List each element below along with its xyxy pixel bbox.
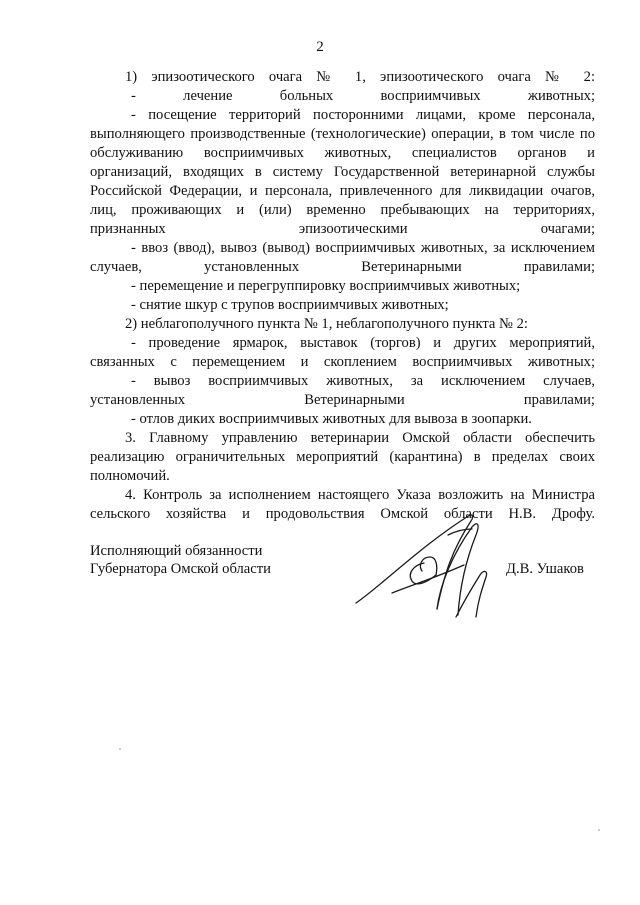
paragraph: 4. Контроль за исполнением настоящего Указа возложить на Министра сельского хозяйства и продовольствия Омской области Н.В. Дрофу. — [90, 487, 595, 522]
paragraph: - перемещение и перегруппировку восприимчивых животных; — [131, 278, 521, 294]
paragraph: 1) эпизоотического очага № 1, эпизоотического очага № 2: — [125, 69, 595, 85]
paragraph: - ввоз (ввод), вывоз (вывод) восприимчивых животных, за исключением случаев, установленных Ветеринарными правилами; — [90, 240, 595, 275]
signatory-name: Д.В. Ушаков — [506, 561, 584, 577]
paragraph: 2) неблагополучного пункта № 1, неблагополучного пункта № 2: — [125, 316, 528, 332]
body-text — [90, 68, 595, 524]
paragraph: - отлов диких восприимчивых животных для вывоза в зоопарки. — [131, 411, 532, 427]
handwritten-signature — [352, 505, 502, 625]
paragraph: - лечение больных восприимчивых животных; — [131, 88, 595, 104]
signatory-position-line: Губернатора Омской области — [90, 561, 271, 577]
paragraph: - проведение ярмарок, выставок (торгов) и других мероприятий, связанных с перемещением и скоплением восприимчивых животных; — [90, 335, 595, 370]
scan-speck — [119, 748, 121, 750]
signatory-position — [90, 542, 271, 578]
paragraph: - посещение территорий посторонними лицами, кроме персонала, выполняющего производственные (технологические) операции, в том числе по обслуживанию восприимчивых животных, специалистов органов и организаций, входящих в систему Государственной ветеринарной службы Российской Федерации, и персонала, привлеченного для ликвидации очагов, лиц, проживающих и (или) временно пребывающих на территориях, признанных эпизоотическими очагами; — [90, 107, 595, 237]
paragraph: - вывоз восприимчивых животных, за исключением случаев, установленных Ветеринарными правилами; — [90, 373, 595, 408]
paragraph: 3. Главному управлению ветеринарии Омской области обеспечить реализацию ограничительных мероприятий (карантина) в пределах своих полномочий. — [90, 430, 595, 484]
scan-speck — [598, 829, 600, 831]
paragraph: - снятие шкур с трупов восприимчивых животных; — [131, 297, 449, 313]
signatory-position-line: Исполняющий обязанности — [90, 543, 263, 559]
page-number: 2 — [316, 39, 324, 55]
